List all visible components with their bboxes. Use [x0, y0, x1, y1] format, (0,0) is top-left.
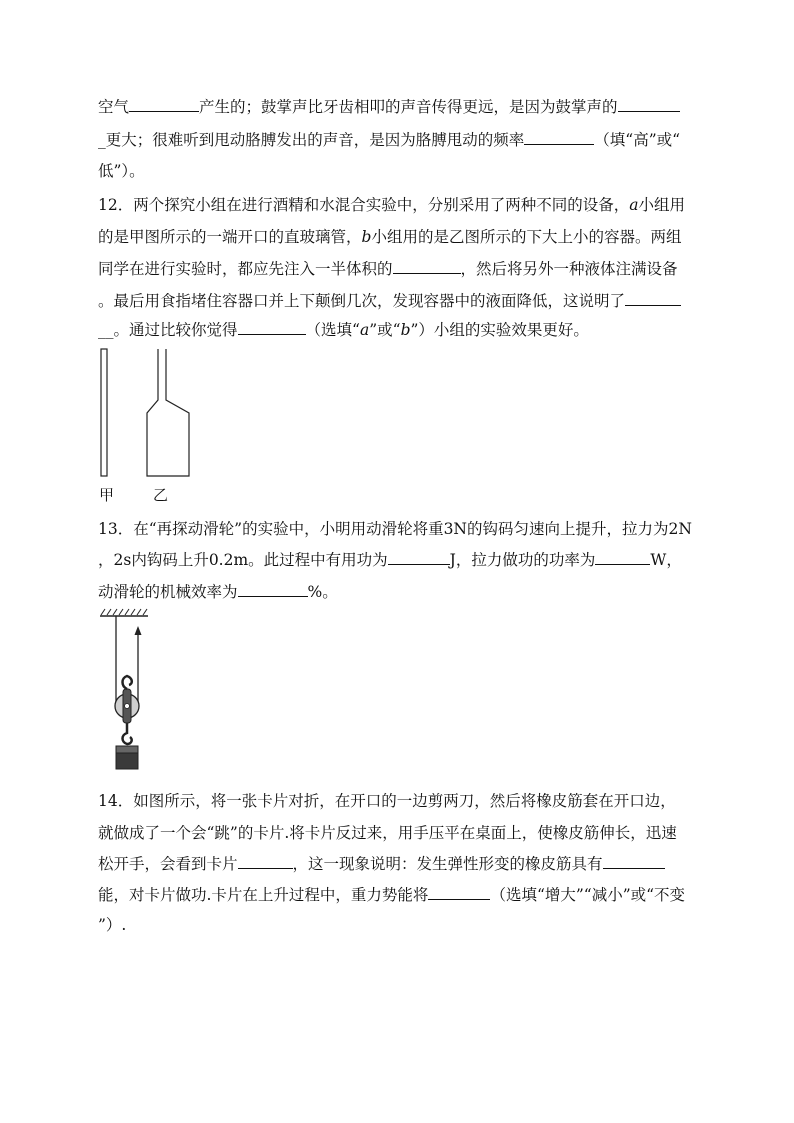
- answer-blank[interactable]: [393, 258, 461, 274]
- q13-line-2: [98, 549, 708, 570]
- q12-figure: [95, 345, 215, 485]
- answer-blank[interactable]: [238, 319, 306, 335]
- q11-text: 空气: [98, 98, 130, 116]
- q12-var-a: a: [359, 321, 370, 339]
- q12-line-1: [98, 195, 708, 215]
- answer-blank[interactable]: [238, 853, 293, 869]
- q12-text: 同学在进行实验时，都应先注入一半体积的: [98, 260, 393, 278]
- q11-text: （填“高”或“: [594, 131, 681, 149]
- q11-line-3: [98, 161, 708, 181]
- q11-text: 低”）。: [98, 162, 145, 180]
- pulley-figure: [96, 606, 176, 776]
- q12-text: 小组用: [638, 196, 685, 214]
- answer-blank[interactable]: [625, 290, 681, 306]
- pulley-center: [125, 704, 130, 709]
- answer-blank[interactable]: [603, 853, 665, 869]
- q12-text: ，然后将另外一种液体注满设备: [460, 260, 678, 278]
- q13-text: W，: [650, 551, 682, 569]
- answer-blank[interactable]: [129, 96, 199, 112]
- q14-text: ，这一现象说明：发生弹性形变的橡皮筋具有: [292, 855, 603, 873]
- q11-line-1: [98, 96, 708, 117]
- q13-text: %。: [307, 583, 338, 601]
- q14-line-5: [98, 915, 708, 935]
- arrow-up-icon: [135, 626, 142, 635]
- weight-top: [116, 746, 138, 753]
- q13-line-1: [98, 519, 708, 539]
- answer-blank[interactable]: [595, 549, 650, 565]
- q12-var-b: b: [400, 321, 411, 339]
- answer-blank[interactable]: [524, 129, 594, 145]
- q12-text: 。最后用食指堵住容器口并上下颠倒几次，发现容器中的液面降低，这说明了: [98, 292, 626, 310]
- q12-text: 小组用的是乙图所示的下大上小的容器。两组: [371, 228, 682, 246]
- q11-text: _更大；很难听到甩动胳膊发出的声音，是因为胳膊甩动的频率: [98, 131, 525, 149]
- hook-weight: [116, 753, 138, 769]
- q12-line-2: [98, 227, 708, 247]
- answer-blank[interactable]: [428, 884, 490, 900]
- q14-text: 松开手，会看到卡片: [98, 855, 238, 873]
- q12-text: __。通过比较你觉得: [98, 321, 238, 339]
- figure-label-yi: 乙: [153, 486, 169, 504]
- q14-line-4: [98, 884, 708, 905]
- q12-text: ”或“: [369, 321, 401, 339]
- q14-line-2: [98, 823, 708, 843]
- q12-text: 12．两个探究小组在进行酒精和水混合实验中，分别采用了两种不同的设备，: [98, 196, 630, 214]
- q13-text: ，2s内钩码上升0.2m。此过程中有用功为: [98, 551, 388, 569]
- answer-blank[interactable]: [618, 96, 680, 112]
- q11-line-2: [98, 129, 708, 150]
- figure-label-jia: 甲: [99, 486, 115, 504]
- ceiling-hatch: [101, 609, 147, 615]
- q14-text: 就做成了一个会“跳”的卡片.将卡片反过来，用手压平在桌面上，使橡皮筋伸长，迅速: [98, 824, 677, 842]
- answer-blank[interactable]: [388, 549, 450, 565]
- q12-text: （选填“: [305, 321, 360, 339]
- q13-text: J，拉力做功的功率为: [449, 551, 596, 569]
- bottle-container-yi: [147, 349, 189, 476]
- q14-line-1: [98, 791, 708, 811]
- q13-text: 动滑轮的机械效率为: [98, 583, 238, 601]
- q12-line-5: [98, 319, 708, 340]
- q12-text: 的是甲图所示的一端开口的直玻璃管，: [98, 228, 362, 246]
- q14-text: 14．如图所示，将一张卡片对折，在开口的一边剪两刀，然后将橡皮筋套在开口边，: [98, 792, 676, 810]
- top-hook-icon: [123, 676, 132, 689]
- q14-text: ”）.: [98, 916, 127, 934]
- q12-line-3: [98, 258, 708, 279]
- q13-text: 13．在“再探动滑轮”的实验中，小明用动滑轮将重3N的钩码匀速向上提升，拉力为2N: [98, 520, 692, 538]
- q14-text: （选填“增大”“减小”或“不变: [490, 886, 686, 904]
- q11-text: 产生的；鼓掌声比牙齿相叩的声音传得更远，是因为鼓掌声的: [199, 98, 618, 116]
- q12-var-b: b: [361, 228, 372, 246]
- q12-var-a: a: [629, 196, 639, 214]
- q13-line-3: [98, 581, 708, 602]
- q12-text: ”）小组的实验效果更好。: [410, 321, 589, 339]
- straight-glass-tube-jia: [101, 349, 107, 476]
- q14-line-3: [98, 853, 708, 874]
- q12-line-4: [98, 290, 708, 311]
- bottom-hook-icon: [123, 723, 132, 744]
- q14-text: 能，对卡片做功.卡片在上升过程中，重力势能将: [98, 886, 429, 904]
- answer-blank[interactable]: [238, 581, 308, 597]
